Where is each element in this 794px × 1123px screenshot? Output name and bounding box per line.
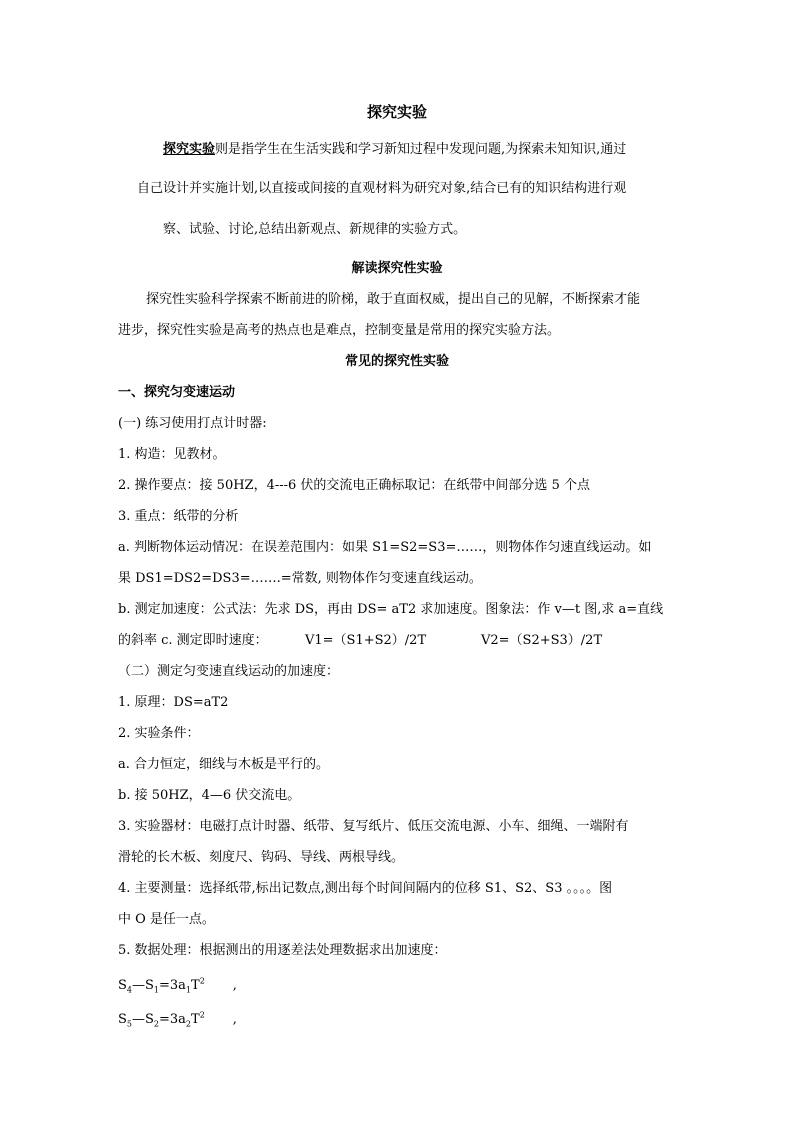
list-item: 果 DS1=DS2=DS3=…….=常数, 则物体作匀变速直线运动。 (118, 571, 482, 586)
intro-line-3: 察、试验、讨论,总结出新观点、新规律的实验方式。 (163, 222, 467, 237)
list-item: b. 接 50HZ，4—6 伏交流电。 (118, 788, 301, 803)
section-heading-common-experiments: 常见的探究性实验 (344, 354, 449, 369)
page-title: 探究实验 (366, 103, 427, 121)
list-item: 3. 重点：纸带的分析 (118, 509, 239, 524)
list-item: a. 合力恒定，细线与木板是平行的。 (118, 757, 330, 772)
list-item: 4. 主要测量：选择纸带,标出记数点,测出每个时间间隔内的位移 S1、S2、S3 。。。。图 (118, 881, 613, 896)
section1-line-2: 进步，探究性实验是高考的热点也是难点，控制变量是常用的探究实验方法。 (118, 323, 561, 338)
list-item: b. 测定加速度：公式法：先求 DS，再由 DS= aT2 求加速度。图象法：作 v—t 图,求 a=直线 (118, 602, 664, 617)
list-item: 5. 数据处理：根据测出的用逐差法处理数据求出加速度： (118, 943, 447, 958)
slope-line: 的斜率 c. 测定即时速度： (118, 633, 268, 648)
list-item: 滑轮的长木板、刻度尺、钩码、导线、两根导线。 (118, 850, 405, 865)
velocity-formula-v1: V1=（S1+S2）/2T (305, 633, 427, 648)
section1-line-1: 探究性实验科学探索不断前进的阶梯，敢于直面权威，提出自己的见解，不断探索才能 (146, 292, 641, 307)
sub-heading-2: （二）测定匀变速直线运动的加速度： (118, 664, 340, 679)
intro-line-1-rest: 则是指学生在生活实践和学习新知过程中发现问题,为探索未知知识,通过 (215, 142, 627, 157)
list-item: 中 O 是任一点。 (118, 912, 215, 927)
list-item: 2. 实验条件： (118, 726, 200, 741)
part1-heading: 一、探究匀变速运动 (118, 385, 236, 400)
intro-term: 探究实验 (163, 142, 216, 157)
list-item: a. 判断物体运动情况：在误差范围内：如果 S1=S2=S3=……，则物体作匀速直线运动。如 (118, 540, 652, 555)
formula-s5-s2: $S_5—S_2=3a_2T^2$ , (118, 1010, 237, 1029)
list-item: 1. 原理：DS=aT2 (118, 695, 229, 710)
list-item: 1. 构造：见教材。 (118, 447, 226, 462)
list-item: 2. 操作要点：接 50HZ，4---6 伏的交流电正确标取记：在纸带中间部分选 5 个点 (118, 478, 590, 493)
formula-s4-s1: $S_4—S_1=3a_1T^2$ , (118, 976, 237, 995)
section-heading-interpretation: 解读探究性实验 (351, 261, 443, 276)
velocity-formula-v2: V2=（S2+S3）/2T (481, 633, 603, 648)
intro-line-1 (163, 142, 626, 158)
sub-heading-1: (一) 练习使用打点计时器: (118, 416, 267, 431)
list-item: 3. 实验器材：电磁打点计时器、纸带、复写纸片、低压交流电源、小车、细绳、一端附有 (118, 819, 629, 834)
intro-line-2: 自己设计并实施计划,以直接或间接的直观材料为研究对象,结合已有的知识结构进行观 (137, 181, 627, 196)
